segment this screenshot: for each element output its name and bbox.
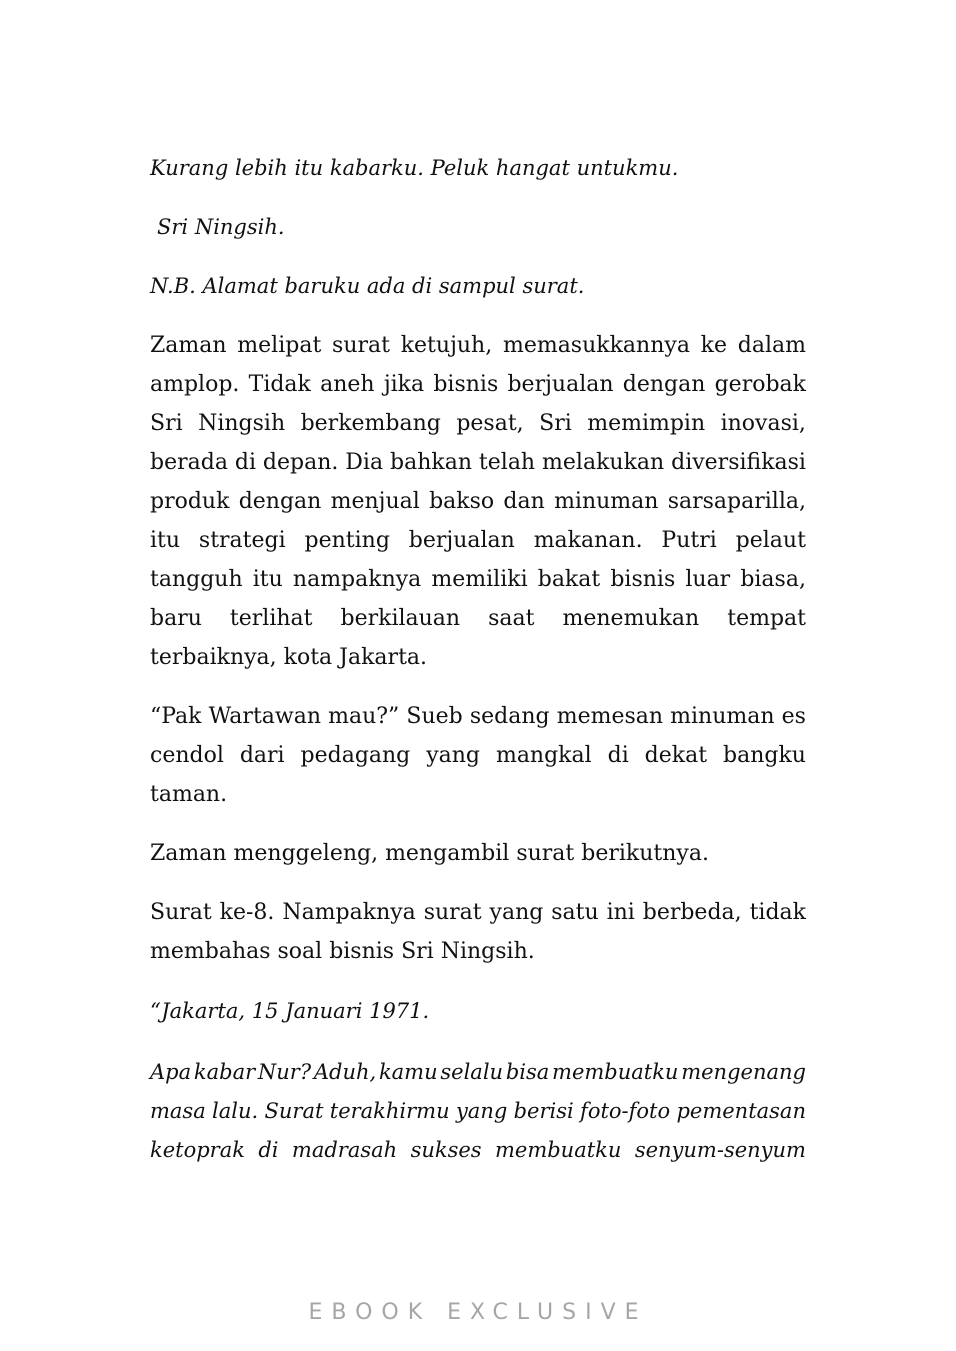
word: diversifikasi [671,450,806,475]
text-line [150,604,806,634]
word: dari [239,743,285,768]
word: bisnis [610,567,676,592]
word: satu [551,900,599,925]
word: yang [455,1099,508,1123]
word: dekat [644,743,708,768]
text-line [150,448,806,478]
word: depan. [262,450,339,475]
word: surat [332,333,390,358]
text-line [150,409,806,439]
word: berbeda, [642,900,742,925]
word: berjualan [408,528,515,553]
word: minuman [670,704,775,729]
word: Surat [150,900,212,925]
text-line [150,565,806,595]
word: tangguh [150,567,243,592]
word: di [607,743,629,768]
word: di [258,1138,279,1162]
word: bakso [429,489,495,514]
text-line [150,741,806,771]
word: baru [150,606,202,631]
text-line [150,526,806,556]
word: yang [426,743,481,768]
text-line [150,1096,806,1126]
text-line [150,331,806,361]
text-line [150,1057,806,1087]
word: sukses [410,1138,482,1162]
word: tidak [749,900,806,925]
word: pedagang [300,743,411,768]
word: berisi [513,1099,574,1123]
word: ini [606,900,635,925]
word: tempat [727,606,806,631]
word: biasa, [740,567,806,592]
word: membuatku [552,1060,679,1084]
word: itu [150,528,181,553]
word: es [781,704,806,729]
footer-watermark: EBOOK EXCLUSIVE [308,1300,648,1325]
word: minuman [554,489,659,514]
word: dan [503,489,545,514]
word: jika [383,372,425,397]
text-line: terbaiknya, kota Jakarta. [150,645,428,670]
word: memesan [556,704,664,729]
text-line [150,1135,806,1165]
word: kamu [378,1060,438,1084]
word: cendol [150,743,224,768]
word: bisa [505,1060,550,1084]
word: berada [150,450,228,475]
word: menjual [330,489,420,514]
text-line [150,702,806,732]
word: gerobak [714,372,806,397]
word: bangku [723,743,806,768]
word: memasukkannya [502,333,690,358]
letter-dateline: “Jakarta, 15 Januari 1971. [150,999,430,1023]
word: Nampaknya [282,900,416,925]
word: bisnis [433,372,499,397]
word: ketoprak [150,1138,245,1162]
word: luar [685,567,731,592]
word: bakat [537,567,601,592]
word: telah [478,450,536,475]
word: Sri [539,411,572,436]
word: Ningsih [198,411,286,436]
text-line [150,898,806,928]
word: Tidak [248,372,311,397]
letter-closing-line: Kurang lebih itu kabarku. Peluk hangat untukmu. [150,156,679,180]
word: Dia [345,450,384,475]
word: selalu [440,1060,504,1084]
word: nampaknya [292,567,422,592]
word: pelaut [735,528,806,553]
word: di [234,450,256,475]
text-line [150,370,806,400]
word: membuatku [494,1138,622,1162]
word: berkilauan [340,606,461,631]
word: ketujuh, [400,333,493,358]
word: surat [423,900,482,925]
word: Wartawan [208,704,322,729]
word: mengenang [681,1060,806,1084]
word: Aduh, [313,1060,377,1084]
word: mau?” [328,704,400,729]
word: berkembang [300,411,441,436]
word: strategi [198,528,286,553]
letter-signature: Sri Ningsih. [157,215,285,239]
word: terakhirmu [329,1099,450,1123]
word: memiliki [431,567,528,592]
word: yang [489,900,544,925]
word: pementasan [676,1099,806,1123]
word: melakukan [542,450,665,475]
word: Sri [150,411,183,436]
word: mangkal [495,743,592,768]
text-line: taman. [150,782,228,807]
word: inovasi, [720,411,806,436]
word: itu [252,567,283,592]
word: sedang [469,704,550,729]
word: melipat [237,333,322,358]
word: dalam [737,333,806,358]
word: Surat [264,1099,324,1123]
word: dengan [622,372,706,397]
word: dengan [238,489,322,514]
word: “Pak [150,704,202,729]
word: Nur? [257,1060,312,1084]
word: pesat, [456,411,524,436]
text-line: membahas soal bisnis Sri Ningsih. [150,939,535,964]
word: madrasah [291,1138,398,1162]
word: berjualan [507,372,614,397]
word: sarsaparilla, [667,489,806,514]
word: terlihat [229,606,313,631]
word: Putri [661,528,717,553]
word: Sueb [406,704,463,729]
word: penting [304,528,390,553]
word: makanan. [533,528,643,553]
word: foto-foto [580,1099,671,1123]
word: masa [150,1099,206,1123]
word: memimpin [587,411,706,436]
word: Apa [150,1060,192,1084]
text-line [150,487,806,517]
word: menemukan [562,606,700,631]
word: aneh [320,372,375,397]
word: saat [488,606,535,631]
text-line: Zaman menggeleng, mengambil surat berikutnya. [150,841,709,866]
word: bahkan [390,450,472,475]
letter-nb: N.B. Alamat baruku ada di sampul surat. [150,274,585,298]
word: ke [700,333,728,358]
word: Zaman [150,333,227,358]
word: kabar [193,1060,256,1084]
word: senyum-senyum [634,1138,806,1162]
word: amplop. [150,372,240,397]
word: ke-8. [219,900,275,925]
word: lalu. [212,1099,259,1123]
word: produk [150,489,230,514]
